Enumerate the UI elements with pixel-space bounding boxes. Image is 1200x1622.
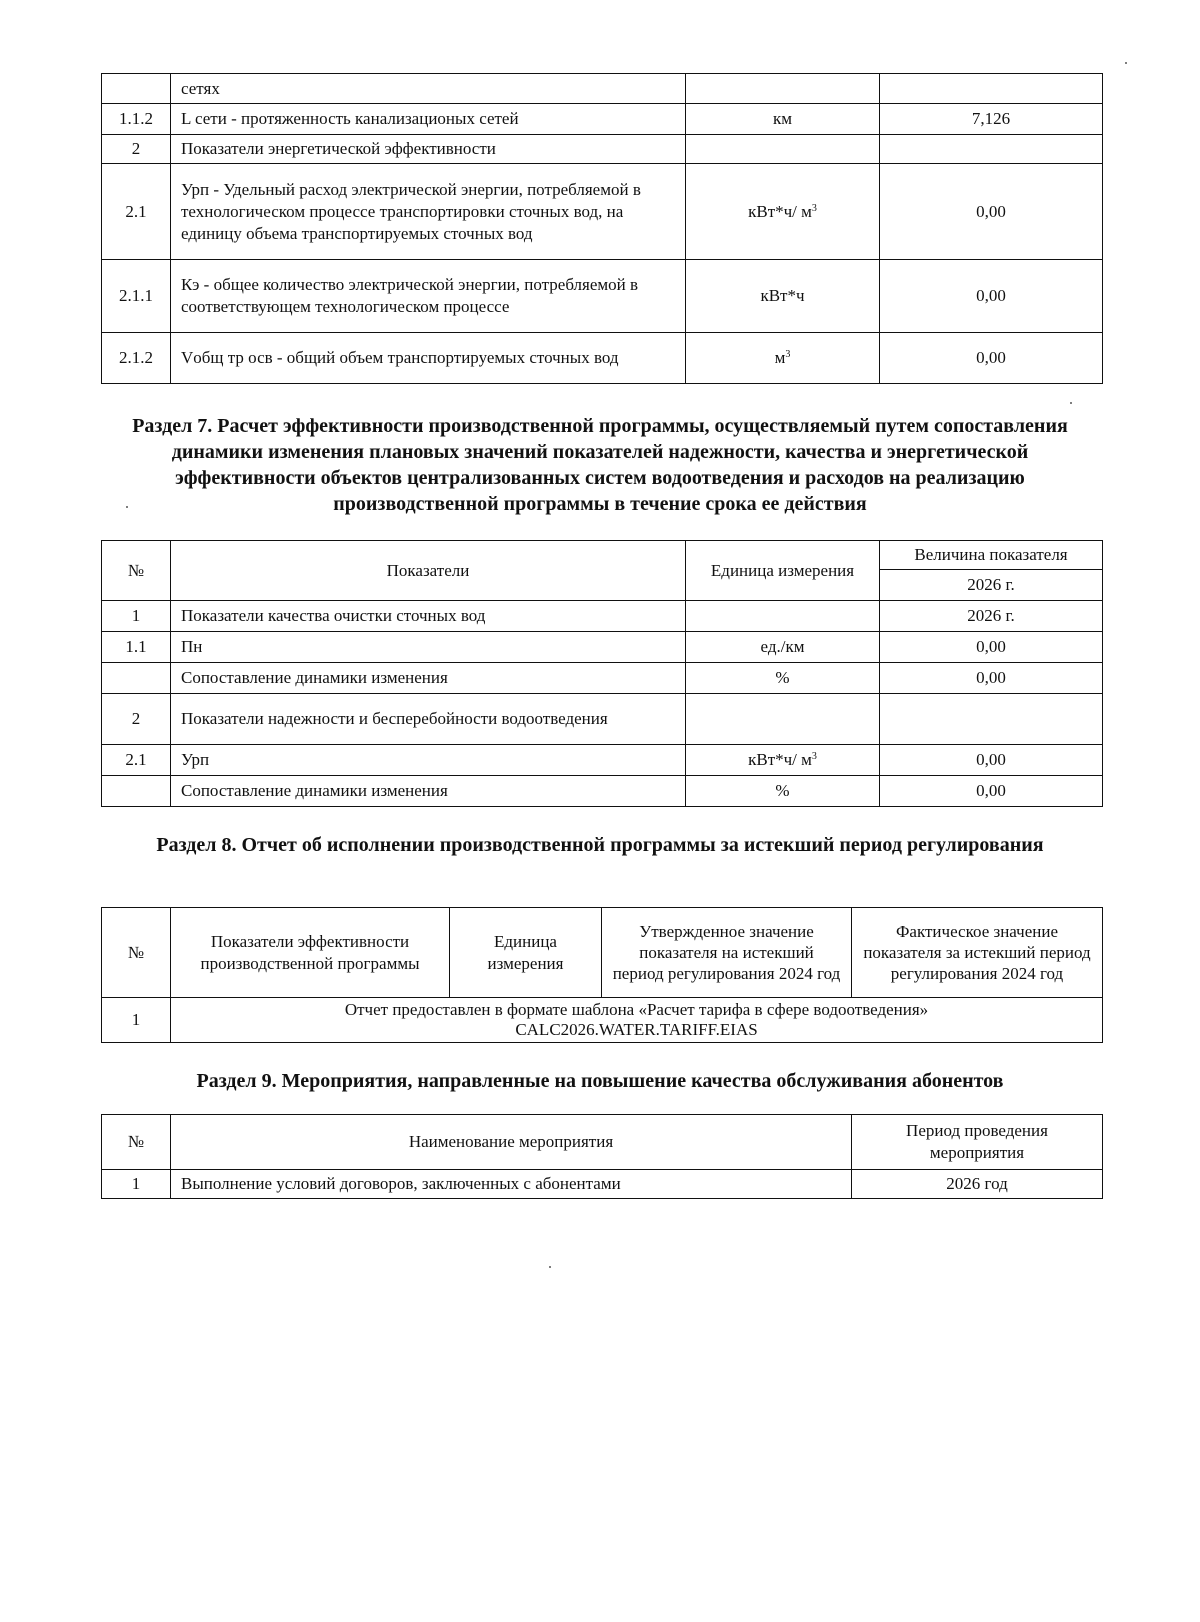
table-section-9 xyxy=(101,1114,1103,1199)
scan-speck xyxy=(1125,62,1127,64)
header-actual: Фактическое значение показателя за истекший период регулирования 2024 год xyxy=(852,908,1103,998)
header-num: № xyxy=(102,541,171,601)
row-num xyxy=(102,74,171,104)
row-num: 2 xyxy=(102,135,171,164)
unit-superscript: 3 xyxy=(811,202,817,214)
row-name: Показатели энергетической эффективности xyxy=(171,135,686,164)
row-unit xyxy=(686,745,880,776)
header-value-group: Величина показателя xyxy=(880,541,1103,570)
row-name: Vобщ тр осв - общий объем транспортируемых сточных вод xyxy=(171,333,686,384)
header-year: 2026 г. xyxy=(880,570,1103,601)
header-name: Наименование мероприятия xyxy=(171,1115,852,1170)
row-name: Сопоставление динамики изменения xyxy=(171,776,686,807)
header-name: Показатели xyxy=(171,541,686,601)
row-num: 1 xyxy=(102,1170,171,1199)
header-num: № xyxy=(102,1115,171,1170)
report-note-text: Отчет предоставлен в формате шаблона «Расчет тарифа в сфере водоотведения» xyxy=(344,1000,929,1019)
row-name: Показатели надежности и бесперебойности водоотведения xyxy=(171,694,686,745)
unit-superscript: 3 xyxy=(785,349,791,360)
row-num: 2.1 xyxy=(102,164,171,260)
row-num: 1 xyxy=(102,998,171,1043)
header-approved: Утвержденное значение показателя на истекший период регулирования 2024 год xyxy=(602,908,852,998)
table-row xyxy=(102,333,1103,384)
table-section-8 xyxy=(101,907,1103,1043)
row-unit xyxy=(686,135,880,164)
header-unit: Единица измерения xyxy=(686,541,880,601)
table-row xyxy=(102,164,1103,260)
row-num xyxy=(102,663,171,694)
row-name: Урп - Удельный расход электрической энергии, потребляемой в технологическом процессе транспортировки сточных вод, на единицу объема транспортируемых сточных вод xyxy=(171,164,686,260)
table-row xyxy=(102,694,1103,745)
row-name: Показатели качества очистки сточных вод xyxy=(171,601,686,632)
table-header-row xyxy=(102,1115,1103,1170)
section-8-heading: Раздел 8. Отчет об исполнении производственной программы за истекший период регулирования xyxy=(156,834,1044,856)
row-unit xyxy=(686,164,880,260)
row-value xyxy=(880,135,1103,164)
row-value: 0,00 xyxy=(880,745,1103,776)
table-row xyxy=(102,601,1103,632)
table-section-7 xyxy=(101,540,1103,807)
row-name: Сопоставление динамики изменения xyxy=(171,663,686,694)
table-row xyxy=(102,998,1103,1043)
row-unit: % xyxy=(686,663,880,694)
row-unit xyxy=(686,333,880,384)
unit-text: кВт*ч/ м xyxy=(748,201,812,221)
row-num: 2.1 xyxy=(102,745,171,776)
row-num: 2 xyxy=(102,694,171,745)
section-9-heading: Раздел 9. Мероприятия, направленные на повышение качества обслуживания абонентов xyxy=(196,1070,1004,1092)
table-row xyxy=(102,663,1103,694)
table-row xyxy=(102,135,1103,164)
table-indicators-continued xyxy=(101,73,1103,384)
row-value: 0,00 xyxy=(880,260,1103,333)
row-name: Кэ - общее количество электрической энергии, потребляемой в соответствующем технологическом процессе xyxy=(171,260,686,333)
row-num xyxy=(102,776,171,807)
scan-speck xyxy=(549,1266,551,1268)
scan-speck xyxy=(1070,402,1072,404)
row-report-note xyxy=(171,998,1103,1043)
row-period: 2026 год xyxy=(852,1170,1103,1199)
row-num: 1 xyxy=(102,601,171,632)
header-unit: Единица измерения xyxy=(450,908,602,998)
table-header-row xyxy=(102,541,1103,570)
row-unit xyxy=(686,694,880,745)
table-row xyxy=(102,745,1103,776)
row-unit xyxy=(686,74,880,104)
scan-speck xyxy=(126,506,128,508)
row-value: 0,00 xyxy=(880,632,1103,663)
header-period: Период проведения мероприятия xyxy=(852,1115,1103,1170)
row-name: L сети - протяженность канализационых сетей xyxy=(171,104,686,135)
report-template-code: CALC2026.WATER.TARIFF.EIAS xyxy=(515,1020,758,1039)
row-name: сетях xyxy=(171,74,686,104)
header-num: № xyxy=(102,908,171,998)
row-num: 1.1 xyxy=(102,632,171,663)
table-row xyxy=(102,74,1103,104)
row-unit: км xyxy=(686,104,880,135)
row-value: 2026 г. xyxy=(880,601,1103,632)
table-header-row xyxy=(102,908,1103,998)
row-name: Пн xyxy=(171,632,686,663)
unit-superscript: 3 xyxy=(811,751,817,762)
row-value xyxy=(880,694,1103,745)
row-value: 0,00 xyxy=(880,333,1103,384)
row-unit xyxy=(686,601,880,632)
row-unit: % xyxy=(686,776,880,807)
table-row xyxy=(102,104,1103,135)
row-name: Выполнение условий договоров, заключенных с абонентами xyxy=(171,1170,852,1199)
unit-text: м xyxy=(774,348,786,367)
row-num: 2.1.1 xyxy=(102,260,171,333)
row-unit: ед./км xyxy=(686,632,880,663)
row-value: 0,00 xyxy=(880,776,1103,807)
table-row xyxy=(102,260,1103,333)
table-row xyxy=(102,776,1103,807)
header-name: Показатели эффективности производственной программы xyxy=(171,908,450,998)
row-value: 0,00 xyxy=(880,663,1103,694)
unit-text: кВт*ч/ м xyxy=(748,750,812,769)
row-value: 0,00 xyxy=(880,164,1103,260)
row-name: Урп xyxy=(171,745,686,776)
row-unit: кВт*ч xyxy=(686,260,880,333)
section-7-heading: Раздел 7. Расчет эффективности производственной программы, осуществляемый путем сопоставления динамики изменения плановых значений показателей надежности, качества и энергетической эффективности объектов централизованных систем водоотведения и расходов на реализацию производственной программы в течение срока ее действия xyxy=(132,415,1068,515)
row-num: 2.1.2 xyxy=(102,333,171,384)
table-row xyxy=(102,1170,1103,1199)
row-num: 1.1.2 xyxy=(102,104,171,135)
row-value: 7,126 xyxy=(880,104,1103,135)
row-value xyxy=(880,74,1103,104)
table-row xyxy=(102,632,1103,663)
